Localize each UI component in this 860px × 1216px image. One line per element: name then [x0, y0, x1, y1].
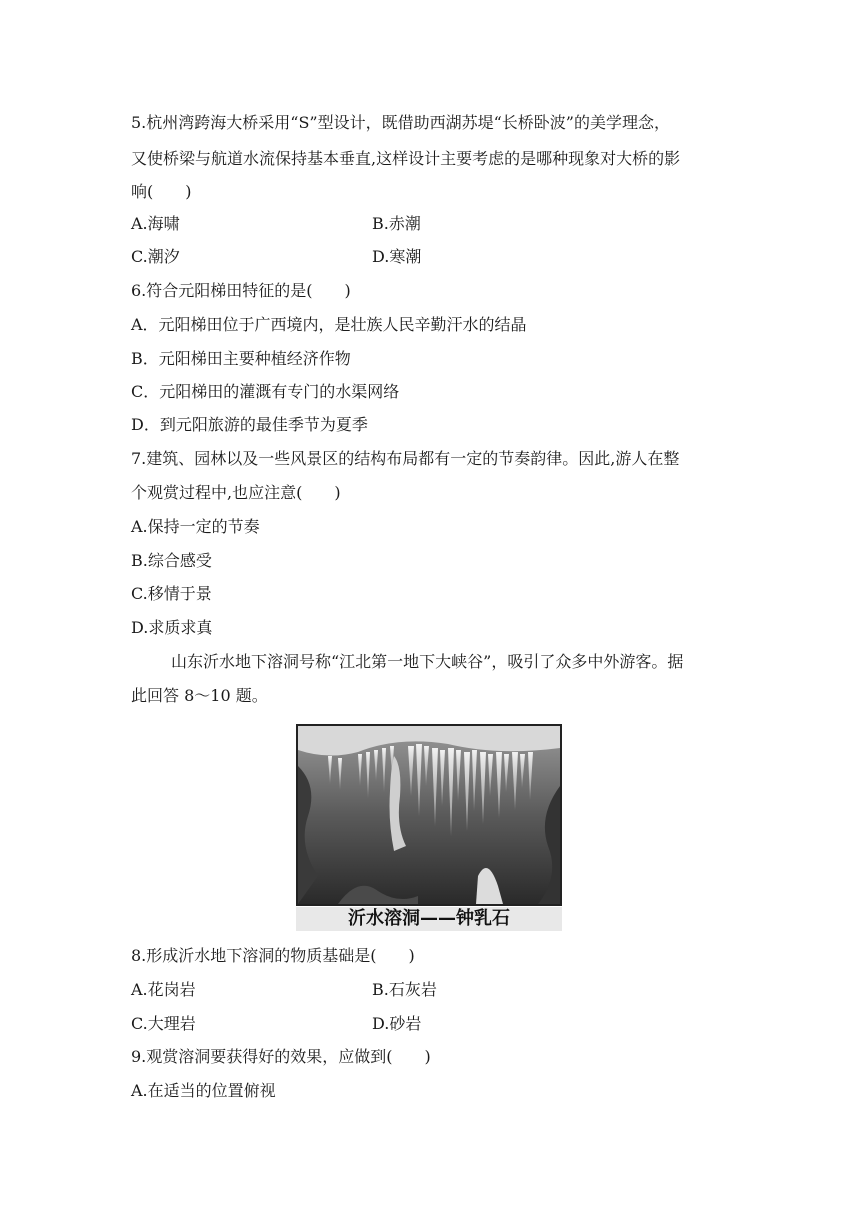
q7-option-b: B.综合感受 — [131, 551, 212, 570]
q5-stem-line-3: 响( ) — [131, 182, 192, 201]
q6-option-a: A．元阳梯田位于广西境内，是壮族人民辛勤汗水的结晶 — [131, 315, 527, 334]
q8-option-b: B.石灰岩 — [372, 980, 437, 999]
passage-line-2: 此回答 8～10 题。 — [131, 686, 268, 705]
q5-option-b: B.赤潮 — [372, 214, 421, 233]
q8-option-c: C.大理岩 — [131, 1014, 196, 1033]
q6-option-c: C．元阳梯田的灌溉有专门的水渠网络 — [131, 382, 400, 401]
figure-caption: 沂水溶洞——钟乳石 — [296, 907, 562, 931]
cave-stalactite-photo — [296, 724, 562, 906]
q7-option-a: A.保持一定的节奏 — [131, 517, 260, 536]
passage-line-1: 山东沂水地下溶洞号称“江北第一地下大峡谷”，吸引了众多中外游客。据 — [171, 652, 684, 671]
q6-stem: 6.符合元阳梯田特征的是( ) — [131, 281, 351, 300]
q6-option-d: D．到元阳旅游的最佳季节为夏季 — [131, 415, 368, 434]
q5-option-d: D.寒潮 — [372, 247, 422, 266]
q7-stem-line-2: 个观赏过程中,也应注意( ) — [131, 483, 341, 502]
q7-option-c: C.移情于景 — [131, 584, 212, 603]
q8-stem: 8.形成沂水地下溶洞的物质基础是( ) — [131, 946, 415, 965]
q5-option-a: A.海啸 — [131, 214, 180, 233]
q9-stem: 9.观赏溶洞要获得好的效果，应做到( ) — [131, 1047, 431, 1066]
stalactite-illustration — [298, 726, 560, 904]
q5-option-c: C.潮汐 — [131, 247, 180, 266]
q8-option-a: A.花岗岩 — [131, 980, 196, 999]
q7-option-d: D.求质求真 — [131, 618, 213, 637]
q9-option-a: A.在适当的位置俯视 — [131, 1081, 276, 1100]
q7-stem-line-1: 7.建筑、园林以及一些风景区的结构布局都有一定的节奏韵律。因此,游人在整 — [131, 449, 680, 468]
q5-stem-line-1: 5.杭州湾跨海大桥采用“S”型设计，既借助西湖苏堤“长桥卧波”的美学理念， — [131, 113, 670, 132]
q5-stem-line-2: 又使桥梁与航道水流保持基本垂直,这样设计主要考虑的是哪种现象对大桥的影 — [131, 149, 681, 168]
q8-option-d: D.砂岩 — [372, 1014, 422, 1033]
q6-option-b: B．元阳梯田主要种植经济作物 — [131, 349, 351, 368]
